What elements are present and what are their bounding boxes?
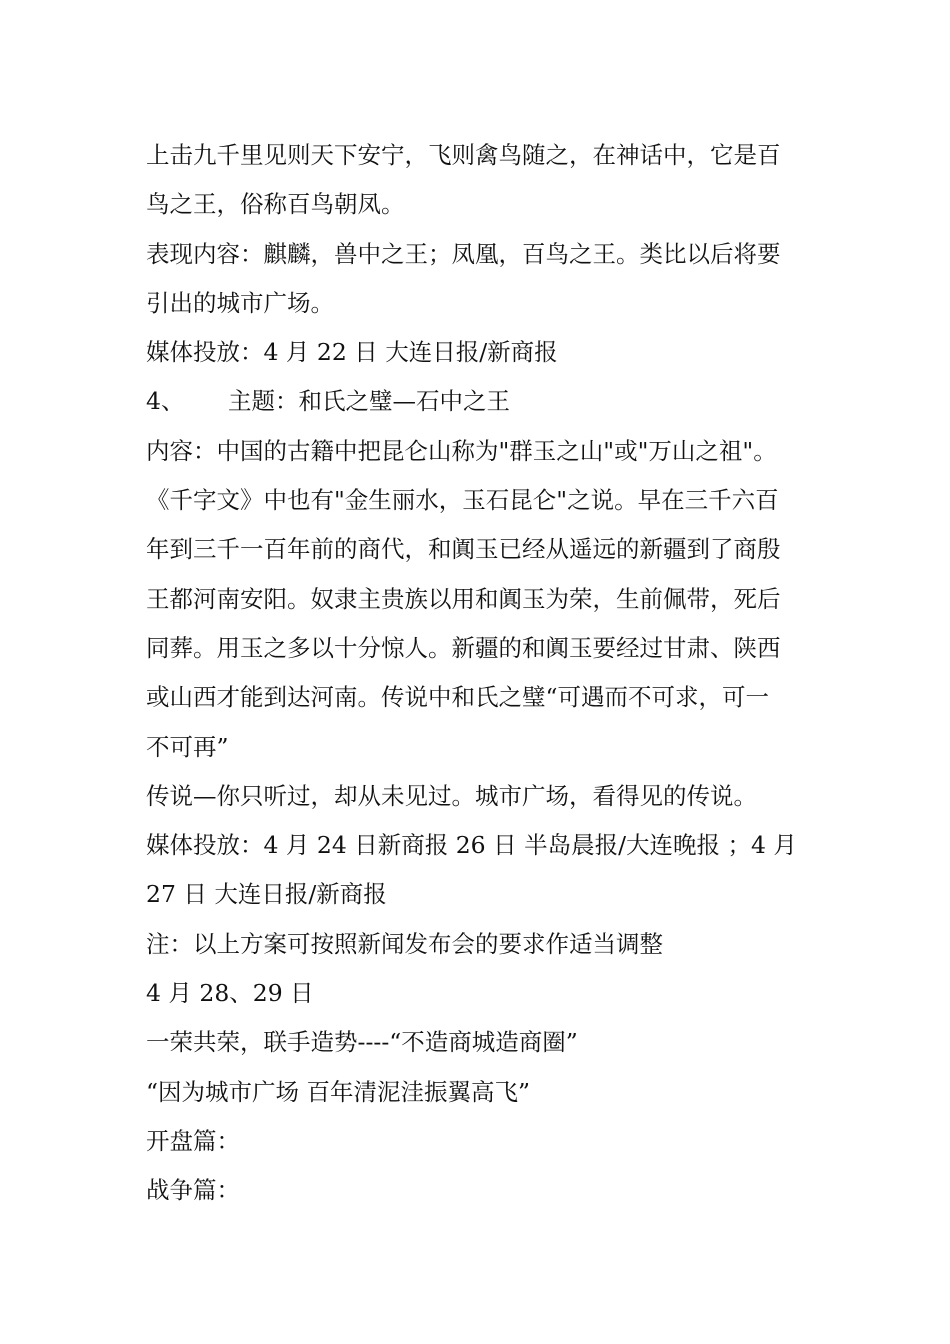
document-body: [146, 131, 816, 1216]
note-line: 注：以上方案可按照新闻发布会的要求作适当调整: [146, 929, 663, 958]
slogan-line-1: 一荣共荣，联手造势----“不造商城造商圈”: [146, 1028, 578, 1057]
media-placement-line-2: 媒体投放：4 月 24 日新商报 26 日 半岛晨报/大连晚报 ；4 月: [146, 831, 797, 860]
body-line-14: 传说—你只听过，却从未见过。城市广场，看得见的传说。: [146, 781, 757, 810]
section-heading: [146, 377, 816, 426]
section-number: 4、: [146, 387, 185, 416]
date-line: 4 月 28、29 日: [146, 979, 314, 1008]
body-line-2: 鸟之王，俗称百鸟朝凤。: [146, 190, 405, 219]
war-chapter: 战争篇：: [146, 1176, 240, 1205]
body-line-7: 内容：中国的古籍中把昆仑山称为"群玉之山"或"万山之祖"。: [146, 436, 777, 465]
section-title: 主题：和氏之璧—石中之王: [228, 387, 510, 416]
body-line-3: 表现内容：麒麟，兽中之王；凤凰，百鸟之王。类比以后将要: [146, 239, 781, 268]
opening-chapter: 开盘篇：: [146, 1126, 240, 1155]
body-line-4: 引出的城市广场。: [146, 288, 334, 317]
body-line-1: 上击九千里见则天下安宁，飞则禽鸟随之，在神话中，它是百: [146, 141, 781, 169]
body-line-9: 年到三千一百年前的商代，和阗玉已经从遥远的新疆到了商殷: [146, 535, 781, 564]
body-line-10: 王都河南安阳。奴隶主贵族以用和阗玉为荣，生前佩带，死后: [146, 584, 781, 613]
body-line-8: 《千字文》中也有"金生丽水，玉石昆仑"之说。早在三千六百: [146, 486, 779, 515]
body-line-13: 不可再”: [146, 732, 229, 761]
body-line-12: 或山西才能到达河南。传说中和氏之璧“可遇而不可求，可一: [146, 683, 770, 712]
body-line-11: 同葬。用玉之多以十分惊人。新疆的和阗玉要经过甘肃、陕西: [146, 633, 781, 662]
media-placement-line-3: 27 日 大连日报/新商报: [146, 880, 387, 909]
media-placement-line-1: 媒体投放：4 月 22 日 大连日报/新商报: [146, 338, 558, 367]
slogan-line-2: “因为城市广场 百年清泥洼振翼高飞”: [146, 1077, 530, 1106]
